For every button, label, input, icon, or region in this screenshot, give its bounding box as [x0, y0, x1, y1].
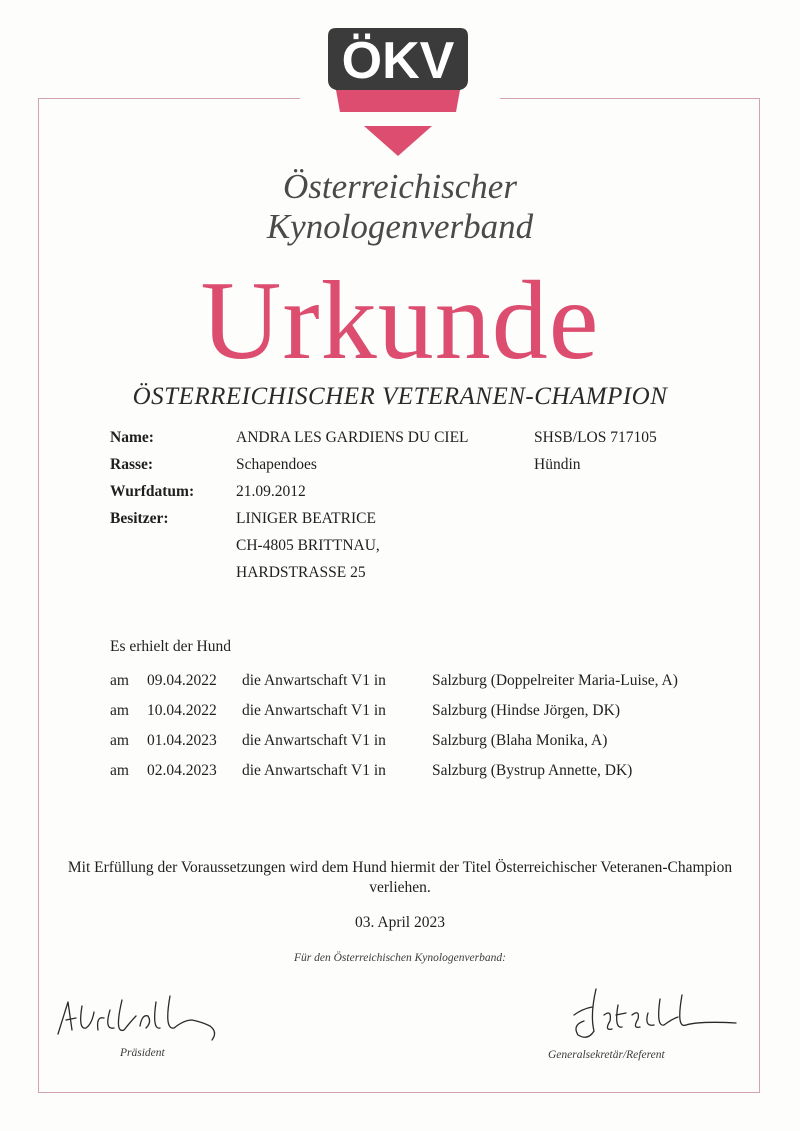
award-date: 02.04.2023: [147, 762, 217, 779]
owner-line: LINIGER BEATRICE: [236, 510, 376, 527]
certificate-subtitle: ÖSTERREICHISCHER VETERANEN-CHAMPION: [132, 383, 668, 410]
award-prefix: am: [110, 732, 129, 749]
org-name-line2: Kynologenverband: [266, 207, 534, 246]
logo-text: ÖKV: [341, 32, 455, 90]
okv-logo: [322, 22, 474, 158]
issuer-line: Für den Österreichischen Kynologenverband:: [294, 952, 506, 964]
award-prefix: am: [110, 672, 129, 689]
org-name-line1: Österreichischer: [283, 167, 517, 206]
award-date: 09.04.2022: [147, 672, 217, 689]
secretary-caption: Generalsekretär/Referent: [548, 1049, 665, 1061]
name-value: ANDRA LES GARDIENS DU CIEL: [236, 429, 469, 446]
certificate-title: Urkunde: [200, 259, 600, 383]
closing-statement: [40, 858, 760, 898]
closing-line1: Mit Erfüllung der Voraussetzungen wird dem Hund hiermit der Titel Österreichischer Veteranen-Champion: [67, 859, 733, 876]
name-label: Name:: [110, 429, 154, 446]
award-place: Salzburg (Bystrup Annette, DK): [432, 762, 633, 779]
owner-line: CH-4805 BRITTNAU,: [236, 537, 380, 554]
breed-value: Schapendoes: [236, 456, 317, 473]
award-place: Salzburg (Blaha Monika, A): [432, 732, 608, 749]
sex-value: Hündin: [534, 456, 581, 473]
award-text: die Anwartschaft V1 in: [242, 732, 386, 749]
owner-label: Besitzer:: [110, 510, 169, 527]
award-prefix: am: [110, 762, 129, 779]
breed-label: Rasse:: [110, 456, 154, 473]
awards-intro: Es erhielt der Hund: [110, 638, 231, 655]
birth-label: Wurfdatum:: [110, 483, 195, 500]
president-caption: Präsident: [120, 1047, 165, 1059]
closing-line2: verliehen.: [369, 879, 431, 896]
award-place: Salzburg (Hindse Jörgen, DK): [432, 702, 620, 719]
award-text: die Anwartschaft V1 in: [242, 672, 386, 689]
award-text: die Anwartschaft V1 in: [242, 762, 386, 779]
birth-value: 21.09.2012: [236, 483, 306, 500]
award-date: 10.04.2022: [147, 702, 217, 719]
award-prefix: am: [110, 702, 129, 719]
award-date: 01.04.2023: [147, 732, 217, 749]
president-signature: [52, 990, 232, 1046]
registry-number: SHSB/LOS 717105: [534, 429, 657, 446]
owner-line: HARDSTRASSE 25: [236, 564, 366, 581]
certificate-border: [38, 98, 760, 1093]
award-text: die Anwartschaft V1 in: [242, 702, 386, 719]
secretary-signature: [560, 985, 750, 1047]
award-place: Salzburg (Doppelreiter Maria-Luise, A): [432, 672, 678, 689]
issue-date: 03. April 2023: [355, 914, 445, 931]
